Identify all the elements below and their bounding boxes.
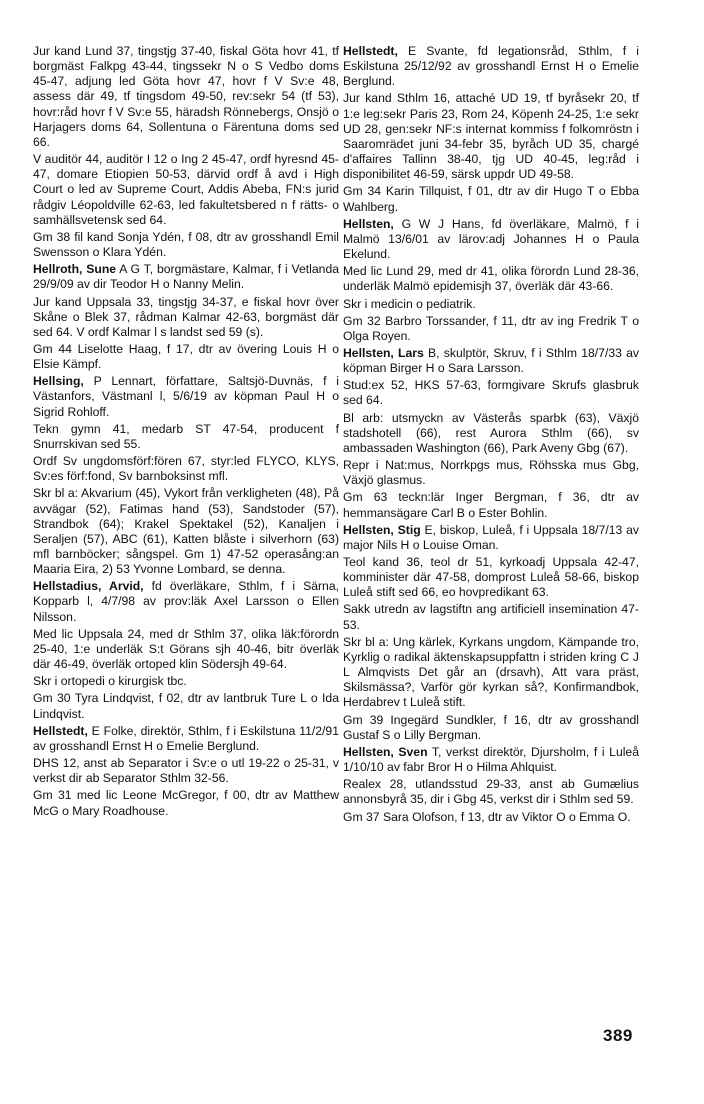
right-column xyxy=(343,44,639,825)
entry-detail xyxy=(343,713,639,743)
entry-text: Gm 30 Tyra Lindqvist, f 02, dtr av lantbruk Ture L o Ida Lindqvist. xyxy=(33,691,339,721)
entry-text: Bl arb: utsmyckn av Västerås sparbk (63), Växjö stadshotell (66), rest Aurora Sthlm (66), sv ambassaden Washington (66), Park Aveny Gbg (67). xyxy=(343,410,639,455)
entry-text: Realex 28, utlandsstud 29-33, anst ab Gumælius annonsbyrå 35, dir i Gbg 45, verkst dir i Sthlm sed 59. xyxy=(343,777,639,807)
entry-detail xyxy=(33,342,339,372)
entry-name: Hellsing, xyxy=(33,374,84,389)
page-number: 389 xyxy=(603,1026,633,1045)
entry-name: Hellsten, xyxy=(343,216,394,231)
entry-text: G W J Hans, fd överläkare, Malmö, f i Malmö 13/6/01 av lärov:adj Johannes H o Paula Ekelund. xyxy=(343,216,639,262)
entry-detail xyxy=(343,264,639,294)
entry-detail xyxy=(33,788,339,818)
entry-detail xyxy=(343,810,639,825)
entry-detail xyxy=(343,458,639,488)
entry-text: Skr bl a: Ung kärlek, Kyrkans ungdom, Kämpande tro, Kyrklig o radikal äktenskapsuppfattn i striden kring C J L Almqvists Det går an (drsavh), Att vara präst, Skilsmässa?, Varför gör kyrkan så?, Konfirmandbok, Herdabrev t Luleå stift. xyxy=(343,634,639,710)
entry-text: Med lic Uppsala 24, med dr Sthlm 37, olika läk:förordn 25-40, 1:e underläk S:t Görans sjh 40-46, bitr överläk där 46-49, överläk ortoped klin Södersjh 49-64. xyxy=(33,626,339,672)
entry-detail xyxy=(343,411,639,456)
entry-paragraph xyxy=(343,523,639,553)
entry-text: E Svante, fd legationsråd, Sthlm, f i Eskilstuna 25/12/92 av grosshandl Ernst H o Emelie Berglund. xyxy=(343,44,639,89)
entry-text: P Lennart, författare, Saltsjö-Duvnäs, f i Västanfors, Västmanl l, 5/6/19 av köpman Paul H o Sigrid Rohloff. xyxy=(33,374,339,419)
entry-text: Gm 34 Karin Tillquist, f 01, dtr av dir Hugo T o Ebba Wahlberg. xyxy=(343,184,639,214)
entry-detail xyxy=(33,674,339,689)
entry-detail xyxy=(33,230,339,260)
entry-name: Hellsten, Sven xyxy=(343,744,428,759)
entry-paragraph xyxy=(343,44,639,89)
entry-detail xyxy=(33,152,339,228)
entry-text: Med lic Lund 29, med dr 41, olika förordn Lund 28-36, underläk Malmö epidemisjh 37, överläk där 43-66. xyxy=(343,264,639,294)
entry-text: fd överläkare, Sthlm, f i Särna, Kopparb l, 4/7/98 av prov:läk Axel Larsson o Ellen Nilsson. xyxy=(33,579,340,624)
entry-detail xyxy=(343,490,639,520)
entry-detail xyxy=(343,635,639,711)
entry-text: Gm 39 Ingegärd Sundkler, f 16, dtr av grosshandl Gustaf S o Lilly Bergman. xyxy=(343,712,639,742)
entry-detail xyxy=(343,602,639,632)
entry-text: Gm 38 fil kand Sonja Ydén, f 08, dtr av grosshandl Emil Swensson o Klara Ydén. xyxy=(33,229,339,260)
entry-detail xyxy=(343,378,639,408)
entry-text: E Folke, direktör, Sthlm, f i Eskilstuna 11/2/91 av grosshandl Ernst H o Emelie Berglund. xyxy=(33,723,339,753)
entry-name: Hellstadius, Arvid, xyxy=(33,579,144,594)
entry-name: Hellstedt, xyxy=(343,44,398,58)
entry-text: Gm 37 Sara Olofson, f 13, dtr av Viktor O o Emma O. xyxy=(343,809,631,824)
entry-text: Gm 63 teckn:lär Inger Bergman, f 36, dtr av hemmansägare Carl B o Ester Bohlin. xyxy=(343,490,639,520)
entry-text: Teol kand 36, teol dr 51, kyrkoadj Uppsala 42-47, komminister där 47-58, domprost Luleå 58-66, biskop Luleå stift sed 66, eo hovpredikant 63. xyxy=(343,555,639,600)
entry-text: Gm 32 Barbro Torssander, f 11, dtr av ing Fredrik T o Olga Royen. xyxy=(343,313,639,343)
entry-text: T, verkst direktör, Djursholm, f i Luleå 1/10/10 av fabr Bror H o Hilma Ahlquist. xyxy=(343,744,639,775)
entry-text: Skr bl a: Akvarium (45), Vykort från verkligheten (48), På avvägar (52), Fatimas hand (53), Sandstoder (57), Strandbok (64); Krakel Spektakel (52), Kanaljen i Seraljen (57), ABC (61), Katten blåste i silverhorn (63) mfl barnböcker; sångspel. Gm 1) 47-52 operasång:an Maaria Eira, 2) 53 Yvonne Lombard, se denna. xyxy=(33,486,339,577)
entry-text: B, skulptör, Skruv, f i Sthlm 18/7/33 av köpman Birger H o Sara Larsson. xyxy=(343,345,639,376)
entry-detail xyxy=(33,44,339,150)
entry-text: Skr i medicin o pediatrik. xyxy=(343,296,476,311)
entry-text: Repr i Nat:mus, Norrkpgs mus, Röhsska mus Gbg, Växjö glasmus. xyxy=(343,458,639,488)
entry-detail xyxy=(343,314,639,344)
entry-text: Jur kand Uppsala 33, tingstjg 34-37, e fiskal hovr över Skåne o Blek 37, rådman Kalmar 42-63, borgmäst där sed 64. V ordf Kalmar l s landst sed 59 (s). xyxy=(33,294,339,339)
entry-text: DHS 12, anst ab Separator i Sv:e o utl 19-22 o 25-31, v verkst dir ab Separator Sthlm 32-56. xyxy=(33,756,339,786)
left-column xyxy=(33,44,339,819)
entry-paragraph xyxy=(343,745,639,775)
entry-text: Ordf Sv ungdomsförf:fören 67, styr:led FLYCO, KLYS, Sv:es förf:fond, Sv barnboksinst mfl. xyxy=(33,454,339,484)
entry-name: Hellsten, Lars xyxy=(343,345,424,360)
entry-text: Skr i ortopedi o kirurgisk tbc. xyxy=(33,674,187,689)
entry-name: Hellsten, Stig xyxy=(343,522,421,537)
entry-text: Sakk utredn av lagstiftn ang artificiell insemination 47-53. xyxy=(343,602,639,632)
entry-paragraph xyxy=(33,724,339,754)
entry-detail xyxy=(33,486,339,577)
entry-text: Jur kand Sthlm 16, attaché UD 19, tf byråsekr 20, tf 1:e leg:sekr Paris 23, Rom 24, Köpenh 24-25, 1:e sekr UD 28, gen:sekr NF:s internat kommiss f folkomröstn i Saaromrädet juni 34-febr 35, byråch UD 35, chargé d'affaires Tallinn 38-40, tjg UD 40-45, leg:råd i disponibilitet 46-59, särsk uppdr UD 49-58. xyxy=(343,91,639,182)
entry-detail xyxy=(33,756,339,786)
entry-detail xyxy=(343,777,639,807)
entry-detail xyxy=(343,555,639,600)
entry-paragraph xyxy=(343,217,639,262)
entry-detail xyxy=(33,691,339,721)
entry-text: Jur kand Lund 37, tingstjg 37-40, fiskal Göta hovr 41, tf borgmäst Falkpg 43-44, tingssekr N o S Vedbo doms 45-47, adjung led Göta hovr 47, hovr f V Sv:e 48, assess där 49, tf tingsdom 49-50, rev:sekr 54 (tf 53), hovr:råd hovr f V Sv:e 55, häradsh Rönnebergs, Onsjö o Harjagers doms 64, Sollentuna o Färentuna doms sed 66. xyxy=(33,44,339,149)
entry-text: V auditör 44, auditör I 12 o Ing 2 45-47, ordf hyresnd 45-47, domare Etiopien 50-53, därvid ordf å avd i High Court o led av Supreme Court, Addis Abeba, FN:s jurid rådgiv Léopoldville 62-63, led fakultetsbered n f rätts- o samhällsvetensk sed 64. xyxy=(33,152,339,227)
entry-detail xyxy=(33,422,339,452)
entry-paragraph xyxy=(33,262,339,292)
entry-name: Hellstedt, xyxy=(33,723,88,738)
entry-text: E, biskop, Luleå, f i Uppsala 18/7/13 av major Nils H o Louise Oman. xyxy=(343,522,639,552)
entry-detail xyxy=(343,184,639,214)
entry-detail xyxy=(33,295,339,340)
entry-text: Gm 44 Liselotte Haag, f 17, dtr av övering Louis H o Elsie Kämpf. xyxy=(33,341,339,372)
entry-paragraph xyxy=(33,374,339,419)
entry-detail xyxy=(33,454,339,484)
entry-text: Tekn gymn 41, medarb ST 47-54, producent f Snurrskivan sed 55. xyxy=(33,421,339,451)
entry-paragraph xyxy=(343,346,639,376)
entry-text: Gm 31 med lic Leone McGregor, f 00, dtr av Matthew McG o Mary Roadhouse. xyxy=(33,788,339,818)
entry-detail xyxy=(343,91,639,182)
entry-name: Hellroth, Sune xyxy=(33,262,117,277)
entry-detail xyxy=(33,627,339,672)
entry-text: Stud:ex 52, HKS 57-63, formgivare Skrufs glasbruk sed 64. xyxy=(343,378,639,408)
entry-text: A G T, borgmästare, Kalmar, f i Vetlanda 29/9/09 av dir Teodor H o Nanny Melin. xyxy=(33,262,339,292)
entry-detail xyxy=(343,297,639,312)
entry-paragraph xyxy=(33,579,339,624)
